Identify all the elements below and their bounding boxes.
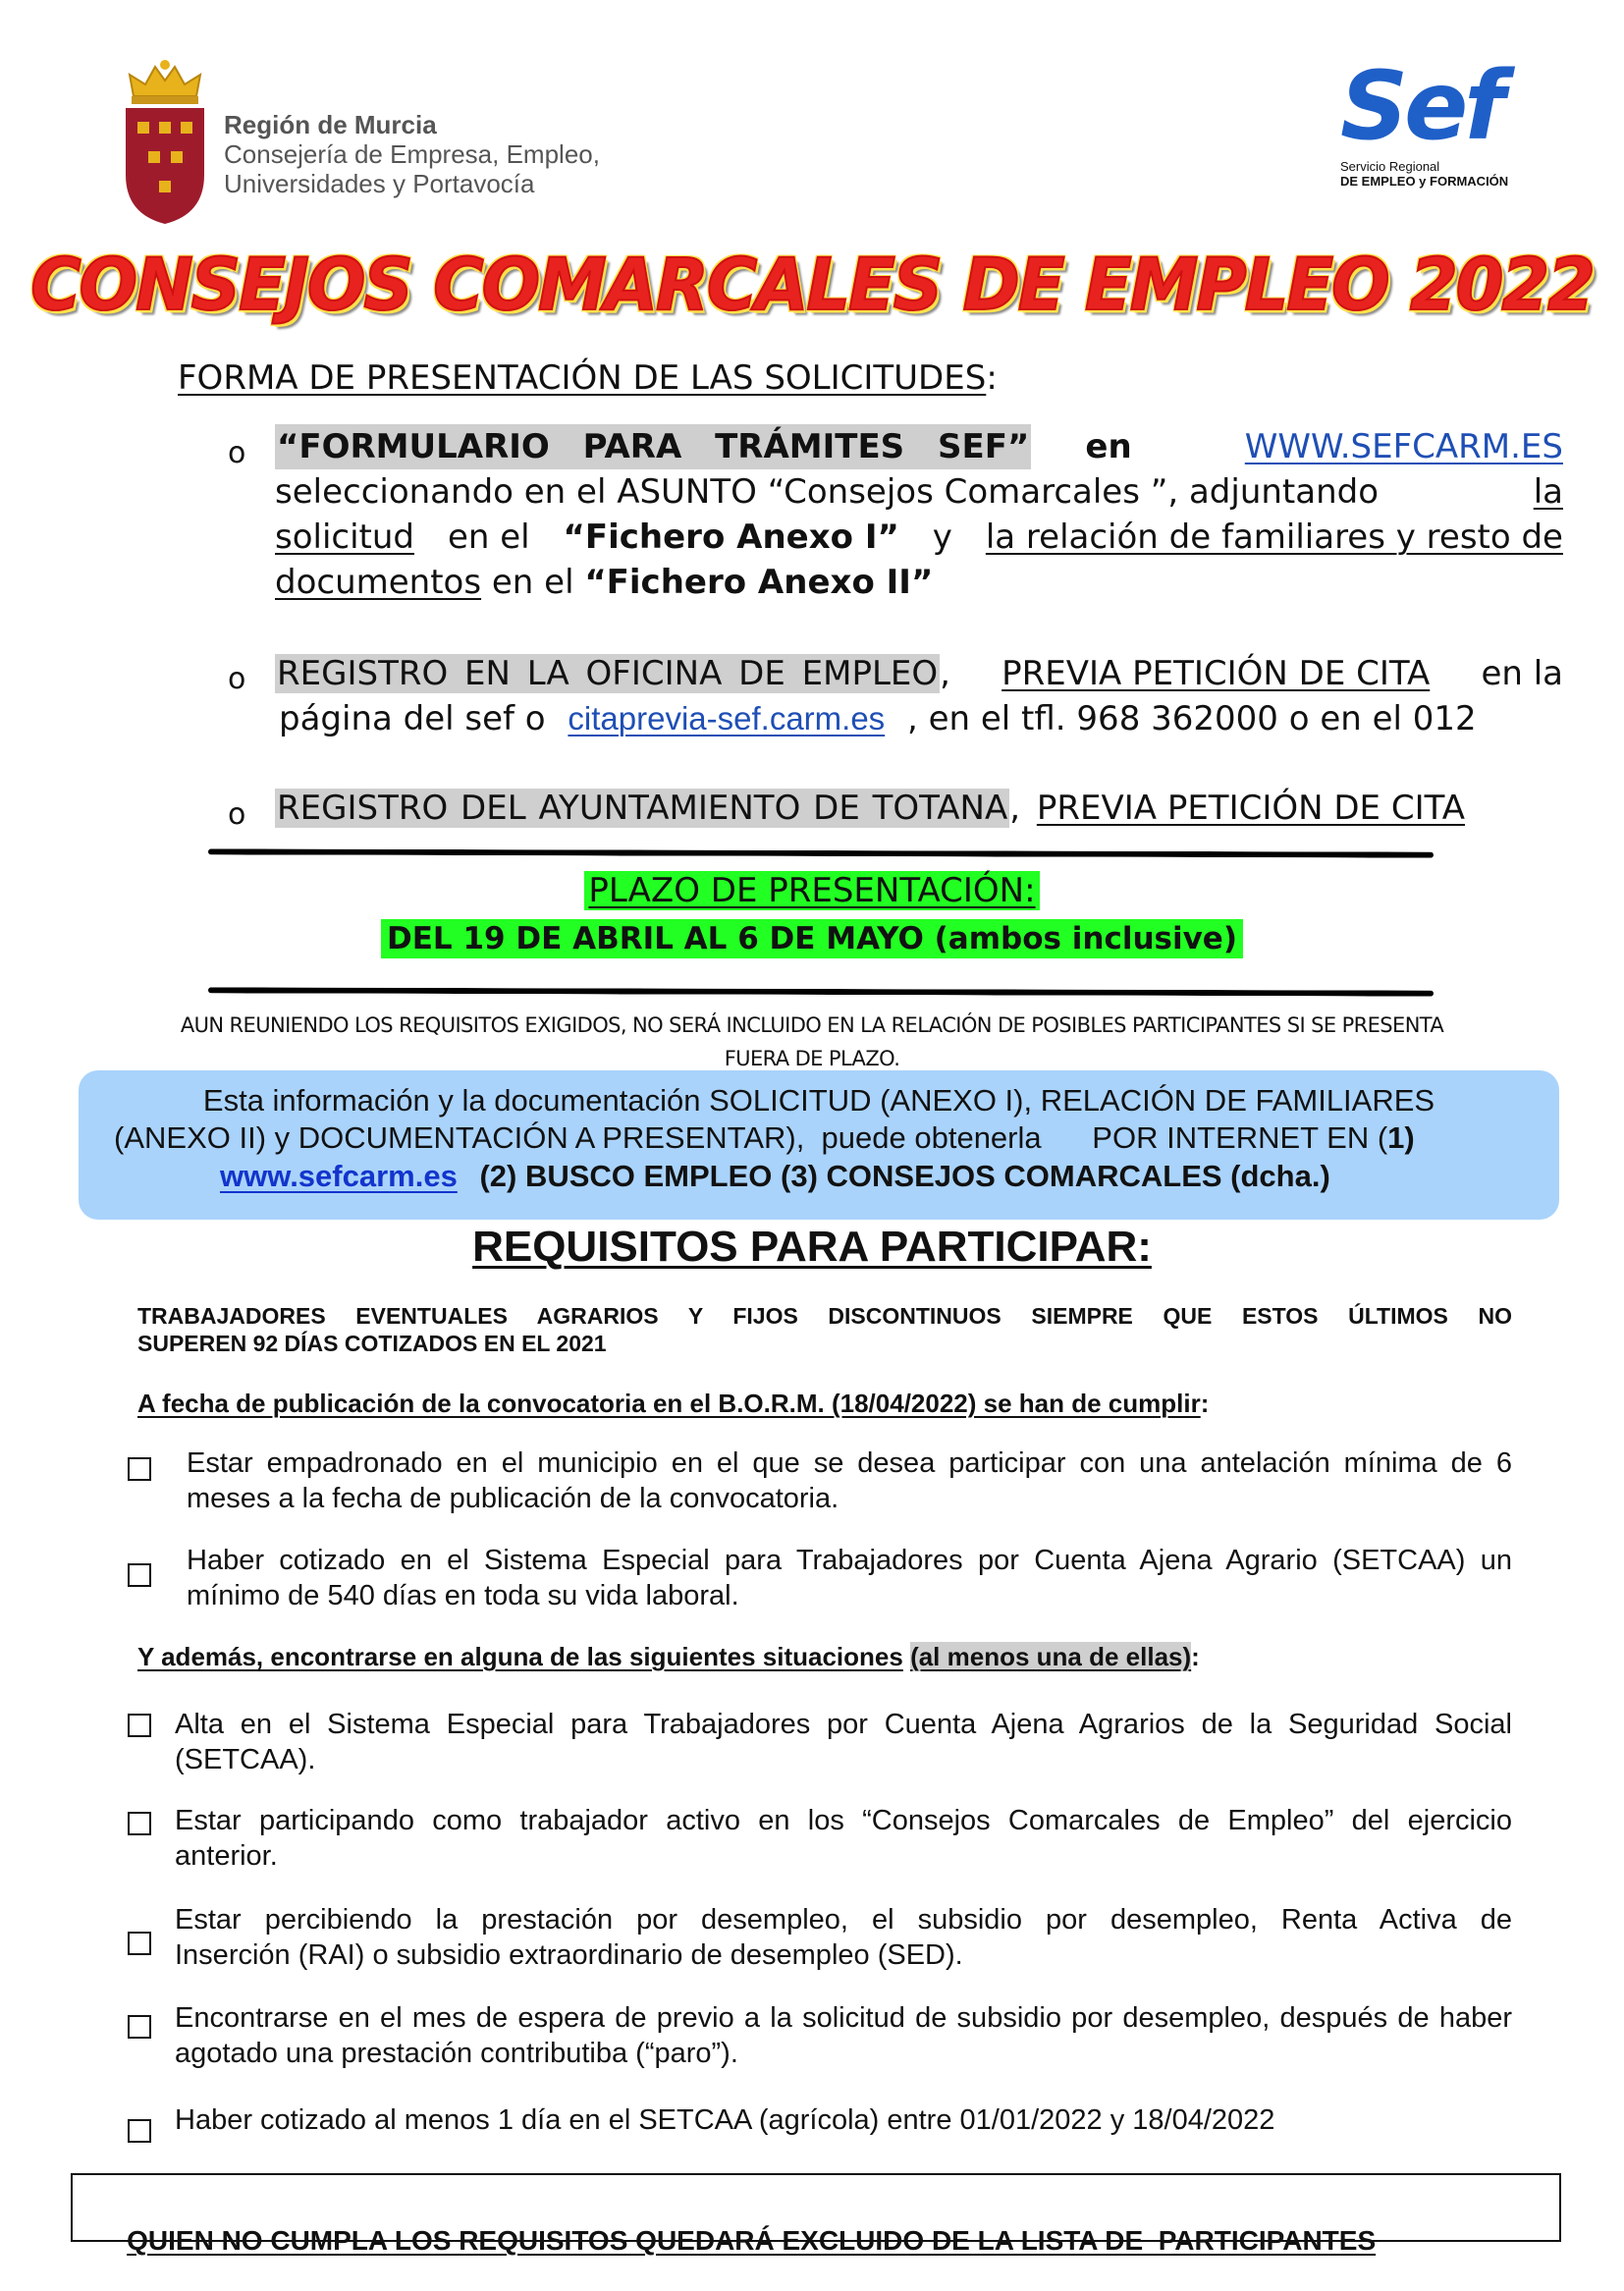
item1-y: y <box>932 518 952 557</box>
item1-relacion: la relación de familiares y resto de <box>985 518 1563 557</box>
date-heading-colon: : <box>1200 1389 1210 1418</box>
org-consejeria: Consejería de Empresa, Empleo, <box>224 139 600 169</box>
org-name: Región de Murcia <box>224 110 437 139</box>
exclusion-notice-text: QUIEN NO CUMPLA LOS REQUISITOS QUEDARÁ EXCLUIDO DE LA LISTA DE PARTICIPANTES <box>127 2225 1377 2256</box>
req-cotizado-540 <box>187 1543 1512 1613</box>
presentation-item-oficina <box>275 651 1563 741</box>
item1-en-el: en el <box>447 518 530 557</box>
requirements-heading <box>0 1222 1624 1273</box>
sit-mes-espera-line2: agotado una prestación contributiba (“paro”). <box>175 2038 738 2069</box>
requirements-intro-line1: TRABAJADORES EVENTUALES AGRARIOS Y FIJOS DISCONTINUOS SIEMPRE QUE ESTOS ÚLTIMOS NO <box>137 1303 1512 1329</box>
registro-oficina-label: REGISTRO EN LA OFICINA DE EMPLEO <box>277 654 939 693</box>
item1-line2-u: la <box>1533 472 1563 512</box>
presentation-item-ayuntamiento <box>275 786 1465 831</box>
info-line2-text: (ANEXO II) y DOCUMENTACIÓN A PRESENTAR), puede obtenerla POR INTERNET EN ( <box>114 1120 1388 1155</box>
requirements-intro <box>137 1302 1512 1357</box>
sit-mes-espera-line1: Encontrarse en el mes de espera de previo a la solicitud de subsidio por desempleo, después de haber <box>175 2002 1512 2034</box>
bullet-1: o <box>228 436 246 470</box>
sit-cotizado-1-dia <box>175 2102 1512 2138</box>
info-box <box>79 1070 1559 1220</box>
item3-comma: , <box>1009 789 1021 828</box>
item2-cita-previa: PREVIA PETICIÓN DE CITA <box>1001 654 1431 693</box>
sit-prestacion-line1: Estar percibiendo la prestación por desempleo, el subsidio por desempleo, Renta Activa de <box>175 1904 1512 1936</box>
date-heading <box>137 1387 1209 1420</box>
late-warning-line1: AUN REUNIENDO LOS REQUISITOS EXIGIDOS, NO SERÁ INCLUIDO EN LA RELACIÓN DE POSIBLES PARTICIPANTES SI SE PRESENTA <box>180 1013 1444 1037</box>
sit-mes-espera <box>175 2000 1512 2071</box>
document-title: CONSEJOS COMARCALES DE EMPLEO 2022 <box>30 242 1594 328</box>
exclusion-notice-box <box>71 2173 1561 2256</box>
region-murcia-logo <box>116 57 214 226</box>
also-heading-colon: : <box>1191 1642 1200 1671</box>
req-empadronado <box>187 1446 1512 1516</box>
sit-trabajador-activo-line1: Estar participando como trabajador activo en los “Consejos Comarcales de Empleo” del ejercicio <box>175 1805 1512 1836</box>
coat-of-arms-icon <box>116 57 214 226</box>
item1-solicitud: solicitud <box>275 518 415 557</box>
req-cotizado-540-line2: mínimo de 540 días en toda su vida laboral. <box>187 1580 739 1611</box>
late-warning-line2: FUERA DE PLAZO. <box>724 1047 900 1070</box>
sit-alta-setcaa-line2: (SETCAA). <box>175 1744 316 1775</box>
item2-comma: , <box>940 654 950 693</box>
sit-alta-setcaa-line1: Alta en el Sistema Especial para Trabajadores por Cuenta Ajena Agrarios de la Seguridad Social <box>175 1709 1512 1740</box>
item1-fichero-anexo-2: “Fichero Anexo II” <box>584 563 934 602</box>
checkbox-prestacion[interactable] <box>128 1932 151 1955</box>
sef-logo <box>1340 51 1537 194</box>
item1-line1 <box>275 424 1563 469</box>
req-empadronado-line1: Estar empadronado en el municipio en el que se desea participar con una antelación mínima de 6 <box>187 1447 1512 1479</box>
checkbox-cotizado-1-dia[interactable] <box>128 2119 151 2143</box>
checkbox-mes-espera[interactable] <box>128 2015 151 2039</box>
deadline-label <box>0 869 1624 912</box>
org-consejeria-2: Universidades y Portavocía <box>224 169 535 198</box>
info-sefcarm-link[interactable]: www.sefcarm.es <box>220 1159 458 1193</box>
sefcarm-link[interactable]: WWW.SEFCARM.ES <box>1244 427 1563 466</box>
sef-subtitle-2: DE EMPLEO y FORMACIÓN <box>1340 174 1509 189</box>
org-name-block <box>224 110 600 198</box>
divider-bottom <box>208 987 1434 996</box>
info-line2-bold: 1) <box>1387 1120 1415 1155</box>
item2-pagina: página del sef o <box>279 699 546 738</box>
deadline-dates <box>0 916 1624 961</box>
deadline-label-text: PLAZO DE PRESENTACIÓN: <box>584 871 1039 910</box>
item1-line2-text: seleccionando en el ASUNTO “Consejos Comarcales ”, adjuntando <box>275 472 1380 512</box>
item2-en-la: en la <box>1481 654 1563 693</box>
sit-prestacion <box>175 1902 1512 1973</box>
item1-en: en <box>1085 427 1132 466</box>
info-line3-path: (2) BUSCO EMPLEO (3) CONSEJOS COMARCALES (dcha.) <box>479 1159 1330 1193</box>
info-line3 <box>220 1158 1330 1195</box>
info-line1: Esta información y la documentación SOLICITUD (ANEXO I), RELACIÓN DE FAMILIARES <box>202 1083 1435 1118</box>
sit-cotizado-1-dia-line1: Haber cotizado al menos 1 día en el SETCAA (agrícola) entre 01/01/2022 y 18/04/2022 <box>175 2104 1275 2136</box>
item2-line2 <box>275 696 1563 741</box>
presentation-item-online <box>275 424 1563 605</box>
checkbox-trabajador-activo[interactable] <box>128 1812 151 1835</box>
info-line2 <box>114 1119 1415 1157</box>
registro-ayuntamiento-label: REGISTRO DEL AYUNTAMIENTO DE TOTANA <box>277 789 1008 828</box>
item2-telefono: , en el tfl. 968 362000 o en el 012 <box>907 699 1477 738</box>
item1-line4-en-el: en el <box>491 563 574 602</box>
item1-line4 <box>275 560 1563 605</box>
requirements-intro-line2: SUPEREN 92 DÍAS COTIZADOS EN EL 2021 <box>137 1331 607 1356</box>
item3-cita-previa: PREVIA PETICIÓN DE CITA <box>1036 789 1465 828</box>
sef-logo-text: Sef <box>1340 51 1502 161</box>
also-heading-text: Y además, encontrarse en alguna de las siguientes situaciones <box>137 1642 903 1671</box>
sit-trabajador-activo <box>175 1803 1512 1874</box>
requirements-heading-text: REQUISITOS PARA PARTICIPAR: <box>472 1223 1152 1271</box>
deadline-dates-text: DEL 19 DE ABRIL AL 6 DE MAYO (ambos inclusive) <box>381 919 1243 958</box>
item1-line2 <box>275 469 1563 515</box>
divider-top <box>208 848 1434 857</box>
req-cotizado-540-line1: Haber cotizado en el Sistema Especial para Trabajadores por Cuenta Ajena Agrario (SETCAA) un <box>187 1545 1512 1576</box>
sit-alta-setcaa <box>175 1707 1512 1777</box>
checkbox-empadronado[interactable] <box>128 1457 151 1481</box>
item1-fichero-anexo-1: “Fichero Anexo I” <box>563 518 899 557</box>
presentation-heading <box>178 356 998 400</box>
presentation-heading-text: FORMA DE PRESENTACIÓN DE LAS SOLICITUDES <box>178 358 987 398</box>
form-tramites-label: “FORMULARIO PARA TRÁMITES SEF” <box>275 424 1031 469</box>
bullet-2: o <box>228 662 246 696</box>
checkbox-cotizado-540[interactable] <box>128 1563 151 1587</box>
also-heading-highlight: (al menos una de ellas) <box>910 1642 1192 1671</box>
bullet-3: o <box>228 797 246 832</box>
sit-trabajador-activo-line2: anterior. <box>175 1840 278 1872</box>
sef-subtitle-1: Servicio Regional <box>1340 159 1440 174</box>
late-warning <box>59 1009 1565 1075</box>
heading-colon: : <box>986 358 998 398</box>
item1-line3 <box>275 515 1563 560</box>
req-empadronado-line2: meses a la fecha de publicación de la convocatoria. <box>187 1483 839 1514</box>
also-heading <box>137 1640 1200 1673</box>
sit-prestacion-line2: Inserción (RAI) o subsidio extraordinario de desempleo (SED). <box>175 1939 963 1971</box>
checkbox-alta-setcaa[interactable] <box>128 1714 151 1737</box>
citaprevia-link[interactable]: citaprevia-sef.carm.es <box>568 700 886 736</box>
date-heading-text: A fecha de publicación de la convocatoria en el B.O.R.M. (18/04/2022) se han de cumplir <box>137 1389 1201 1418</box>
item2-line1 <box>275 651 1563 696</box>
item1-documentos: documentos <box>275 563 482 602</box>
